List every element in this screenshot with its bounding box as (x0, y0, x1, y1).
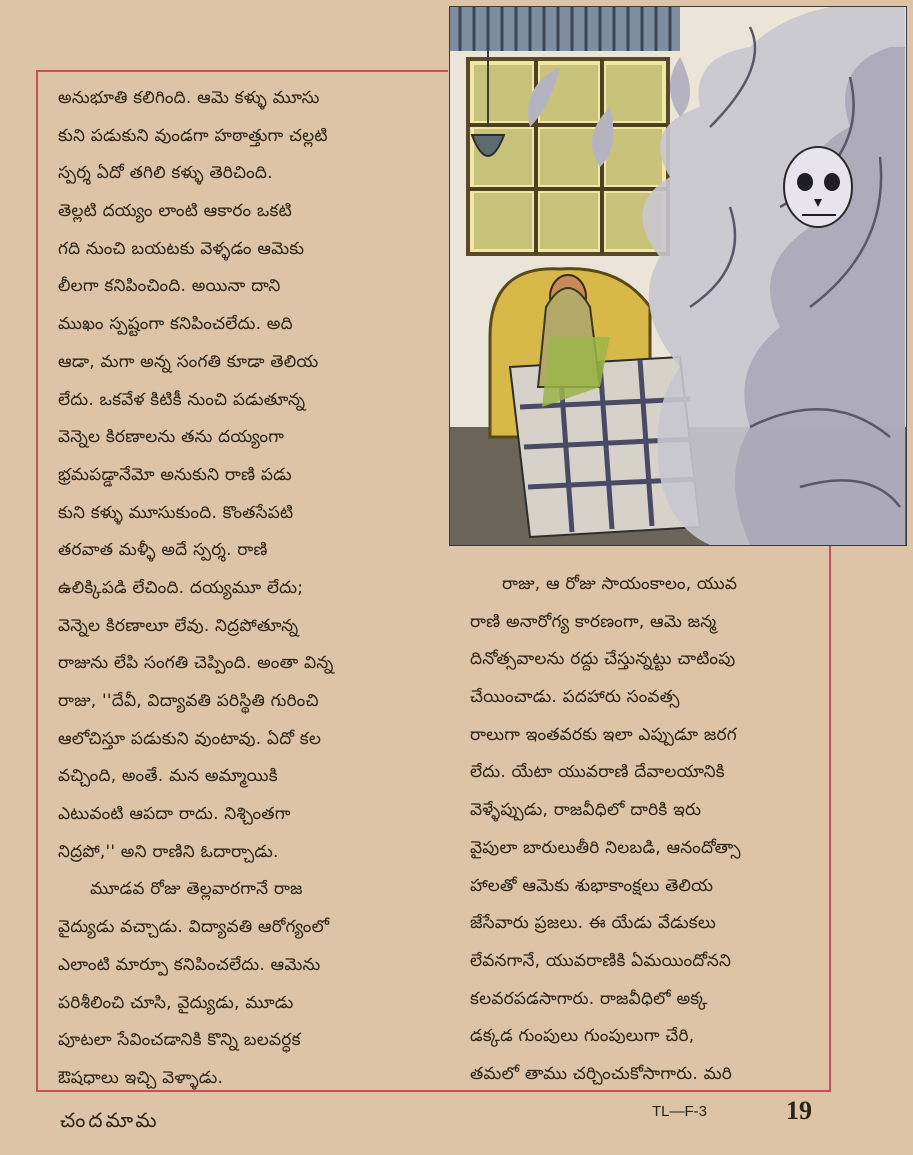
print-code: TL—F-3 (652, 1103, 708, 1120)
text-line: చేయించాడు. పదహారు సంవత్స (470, 687, 680, 708)
text-line: భ్రమపడ్డానేమో అనుకుని రాణి పడు (58, 464, 292, 485)
text-line: డక్కడ గుంపులు గుంపులుగా చేరి, (470, 1026, 695, 1047)
text-line: లేదు. యేటా యువరాణి దేవాలయానికి (470, 762, 725, 783)
right-text-column (470, 566, 822, 1094)
text-line: వైపులా బారులుతీరి నిలబడి, ఆనందోత్సా (470, 837, 741, 858)
text-line: వెన్నెల కిరణాలను తను దయ్యంగా (58, 427, 285, 448)
magazine-title: చందమామ (60, 1108, 160, 1132)
text-line: జేసేవారు ప్రజలు. ఈ యేడు వేడుకలు (470, 913, 716, 934)
text-line: వైద్యుడు వచ్చాడు. విద్యావతి ఆరోగ్యంలో (58, 917, 330, 938)
text-line: రాణి అనారోగ్య కారణంగా, ఆమె జన్మ (470, 611, 717, 632)
text-line: దినోత్సవాలను రద్దు చేస్తున్నట్టు చాటింపు (470, 649, 736, 670)
text-line: కుని కళ్ళు మూసుకుంది. కొంతసేపటి (58, 502, 294, 523)
frame-border-left (36, 70, 38, 1092)
text-line: ఎటువంటి ఆపదా రాదు. నిశ్చింతగా (58, 804, 291, 825)
text-line: పూటలా సేవించడానికి కొన్ని బలవర్ధక (58, 1030, 301, 1051)
text-line: వెళ్ళేప్పుడు, రాజవీధిలో దారికి ఇరు (470, 800, 702, 821)
text-line: నిద్రపో,'' అని రాణిని ఓదార్చాడు. (58, 841, 279, 862)
text-line: ఆలోచిస్తూ పడుకుని వుంటావు. ఏదో కల (58, 728, 322, 749)
text-line: రాలుగా ఇంతవరకు ఇలా ఎప్పుడూ జరగ (470, 724, 737, 745)
text-line: వెన్నెల కిరణాలూ లేవు. నిద్రపోతూన్న (58, 615, 299, 636)
text-line: ఆడా, మగా అన్న సంగతి కూడా తెలియ (58, 351, 319, 372)
text-line: రాజును లేపి సంగతి చెప్పింది. అంతా విన్న (58, 653, 334, 674)
text-line: స్పర్శ ఏదో తగిలి కళ్ళు తెరిచింది. (58, 163, 273, 184)
text-line: కుని పడుకుని వుండగా హఠాత్తుగా చల్లటి (58, 125, 328, 146)
text-line: రాజు, ఆ రోజు సాయంకాలం, యువ (502, 574, 738, 594)
text-line: తమలో తాము చర్చించుకోసాగారు. మరి (470, 1063, 733, 1084)
text-line: ముఖం స్పష్టంగా కనిపించలేదు. అది (58, 314, 293, 335)
text-line: ఔషధాలు ఇచ్చి వెళ్ళాడు. (58, 1067, 224, 1088)
text-line: కలవరపడసాగారు. రాజవీధిలో అక్క (470, 988, 708, 1009)
text-line: అనుభూతి కలిగింది. ఆమె కళ్ళు మూసు (58, 88, 320, 108)
text-line: ఉలిక్కిపడి లేచింది. దయ్యమూ లేదు; (58, 577, 304, 598)
text-line: తరవాత మళ్ళీ అదే స్పర్శ. రాణి (58, 540, 268, 561)
text-line: లేదు. ఒకవేళ కిటికీ నుంచి పడుతూన్న (58, 389, 306, 410)
text-line: హాలతో ఆమెకు శుభాకాంక్షలు తెలియ (470, 875, 714, 896)
story-illustration (449, 6, 907, 546)
text-line: లీలగా కనిపించింది. అయినా దాని (58, 276, 281, 297)
text-line: ఎలాంటి మార్పూ కనిపించలేదు. ఆమెను (58, 954, 321, 975)
text-line: గది నుంచి బయటకు వెళ్ళడం ఆమెకు (58, 238, 305, 259)
frame-border-top (36, 70, 448, 72)
text-line: మూడవ రోజు తెల్లవారగానే రాజ (90, 879, 303, 900)
text-line: వచ్చింది, అంతే. మన అమ్మాయికి (58, 766, 278, 787)
text-line: పరిశీలించి చూసి, వైద్యుడు, మూడు (58, 992, 294, 1013)
page-number: 19 (786, 1096, 812, 1125)
frame-border-right (829, 545, 831, 1092)
ghost-illustration-image (450, 7, 906, 545)
text-line: రాజు, ''దేవీ, విద్యావతి పరిస్థితి గురించి (58, 691, 319, 711)
left-text-column (58, 80, 432, 1098)
text-line: తెల్లటి దయ్యం లాంటి ఆకారం ఒకటి (58, 201, 292, 222)
text-line: లేవనగానే, యువరాణికి ఏమయిందోనని (470, 950, 732, 971)
